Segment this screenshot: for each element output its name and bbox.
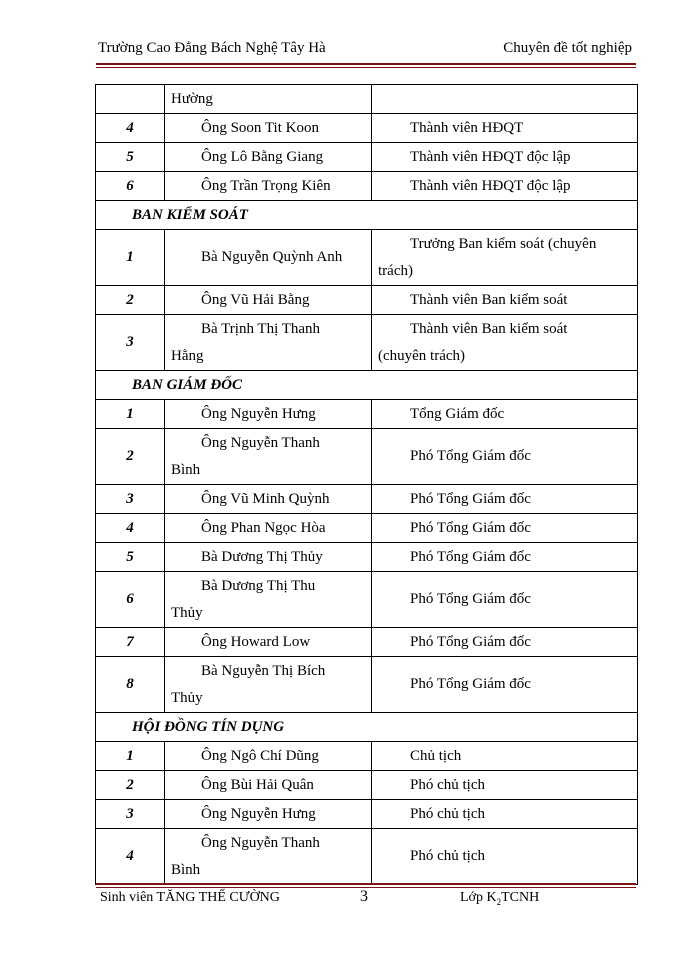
name-cell: Bà Dương Thị Thu Thủy — [165, 572, 372, 628]
table-row — [96, 85, 638, 114]
name-cell: Ông Lô Bằng Giang — [165, 143, 372, 172]
row-number: 1 — [96, 230, 165, 286]
row-number: 7 — [96, 628, 165, 657]
role-cell: Phó Tổng Giám đốc — [372, 429, 638, 485]
section-title: BAN GIÁM ĐỐC — [96, 371, 638, 400]
name-cell: Bà Nguyễn Quỳnh Anh — [165, 230, 372, 286]
table-row — [96, 742, 638, 771]
role-cell — [372, 85, 638, 114]
table-row — [96, 771, 638, 800]
table-row — [96, 543, 638, 572]
row-number: 4 — [96, 114, 165, 143]
name-cell: Ông Phan Ngọc Hòa — [165, 514, 372, 543]
name-cell: Bà Trịnh Thị Thanh Hằng — [165, 315, 372, 371]
role-cell: Phó Tổng Giám đốc — [372, 514, 638, 543]
name-cell: Ông Trần Trọng Kiên — [165, 172, 372, 201]
role-cell: Trưởng Ban kiểm soát (chuyên trách) — [372, 230, 638, 286]
table-row — [96, 172, 638, 201]
personnel-table — [95, 84, 638, 885]
row-number: 3 — [96, 315, 165, 371]
row-number: 4 — [96, 829, 165, 885]
table-row — [96, 315, 638, 371]
row-number: 2 — [96, 771, 165, 800]
table-row — [96, 230, 638, 286]
table-row — [96, 114, 638, 143]
role-cell: Chủ tịch — [372, 742, 638, 771]
table-row — [96, 800, 638, 829]
role-cell: Phó Tổng Giám đốc — [372, 657, 638, 713]
name-cell: Ông Nguyễn Thanh Bình — [165, 829, 372, 885]
role-cell: Phó Tổng Giám đốc — [372, 572, 638, 628]
section-title: BAN KIỂM SOÁT — [96, 201, 638, 230]
table-row — [96, 829, 638, 885]
table-row — [96, 429, 638, 485]
name-cell: Ông Soon Tit Koon — [165, 114, 372, 143]
table-row — [96, 628, 638, 657]
role-cell: Thành viên HĐQT — [372, 114, 638, 143]
name-cell: Ông Ngô Chí Dũng — [165, 742, 372, 771]
role-cell: Phó Tổng Giám đốc — [372, 628, 638, 657]
role-cell: Phó chủ tịch — [372, 829, 638, 885]
name-cell: Bà Nguyễn Thị Bích Thủy — [165, 657, 372, 713]
role-cell: Thành viên HĐQT độc lập — [372, 143, 638, 172]
role-cell: Phó chủ tịch — [372, 800, 638, 829]
row-number: 2 — [96, 429, 165, 485]
role-cell: Thành viên Ban kiểm soát — [372, 286, 638, 315]
name-cell: Ông Vũ Hải Bằng — [165, 286, 372, 315]
name-cell: Hường — [165, 85, 372, 114]
student-name: Sinh viên TĂNG THẾ CƯỜNG — [100, 890, 280, 905]
role-cell: Thành viên Ban kiểm soát (chuyên trách) — [372, 315, 638, 371]
role-cell: Phó Tổng Giám đốc — [372, 485, 638, 514]
role-cell: Tổng Giám đốc — [372, 400, 638, 429]
row-number: 4 — [96, 514, 165, 543]
table-row — [96, 400, 638, 429]
name-cell: Ông Vũ Minh Quỳnh — [165, 485, 372, 514]
header-rule — [96, 63, 636, 68]
table-row — [96, 286, 638, 315]
name-cell: Ông Nguyễn Thanh Bình — [165, 429, 372, 485]
document-topic: Chuyên đề tốt nghiệp — [503, 40, 632, 56]
row-number: 3 — [96, 800, 165, 829]
role-cell: Phó chủ tịch — [372, 771, 638, 800]
row-number: 1 — [96, 400, 165, 429]
section-title: HỘI ĐỒNG TÍN DỤNG — [96, 713, 638, 742]
table-row — [96, 514, 638, 543]
name-cell: Bà Dương Thị Thủy — [165, 543, 372, 572]
role-cell: Thành viên HĐQT độc lập — [372, 172, 638, 201]
name-cell: Ông Nguyễn Hưng — [165, 400, 372, 429]
row-number: 5 — [96, 143, 165, 172]
row-number: 6 — [96, 172, 165, 201]
school-name: Trường Cao Đẳng Bách Nghệ Tây Hà — [98, 40, 326, 56]
name-cell: Ông Nguyễn Hưng — [165, 800, 372, 829]
table-row — [96, 485, 638, 514]
name-cell: Ông Bùi Hải Quân — [165, 771, 372, 800]
page-header — [98, 40, 638, 62]
page-number: 3 — [360, 888, 368, 905]
section-row-ban-kiem-soat — [96, 201, 638, 230]
role-cell: Phó Tổng Giám đốc — [372, 543, 638, 572]
row-number: 6 — [96, 572, 165, 628]
table-row — [96, 657, 638, 713]
section-row-ban-giam-doc — [96, 371, 638, 400]
class-label: Lớp $K_2TCNH$ — [460, 890, 540, 907]
table-row — [96, 143, 638, 172]
table-row — [96, 572, 638, 628]
row-number: 8 — [96, 657, 165, 713]
page-footer — [98, 890, 638, 910]
row-number: 2 — [96, 286, 165, 315]
row-number: 5 — [96, 543, 165, 572]
row-number — [96, 85, 165, 114]
row-number: 3 — [96, 485, 165, 514]
name-cell: Ông Howard Low — [165, 628, 372, 657]
row-number: 1 — [96, 742, 165, 771]
section-row-hoi-dong-tin-dung — [96, 713, 638, 742]
